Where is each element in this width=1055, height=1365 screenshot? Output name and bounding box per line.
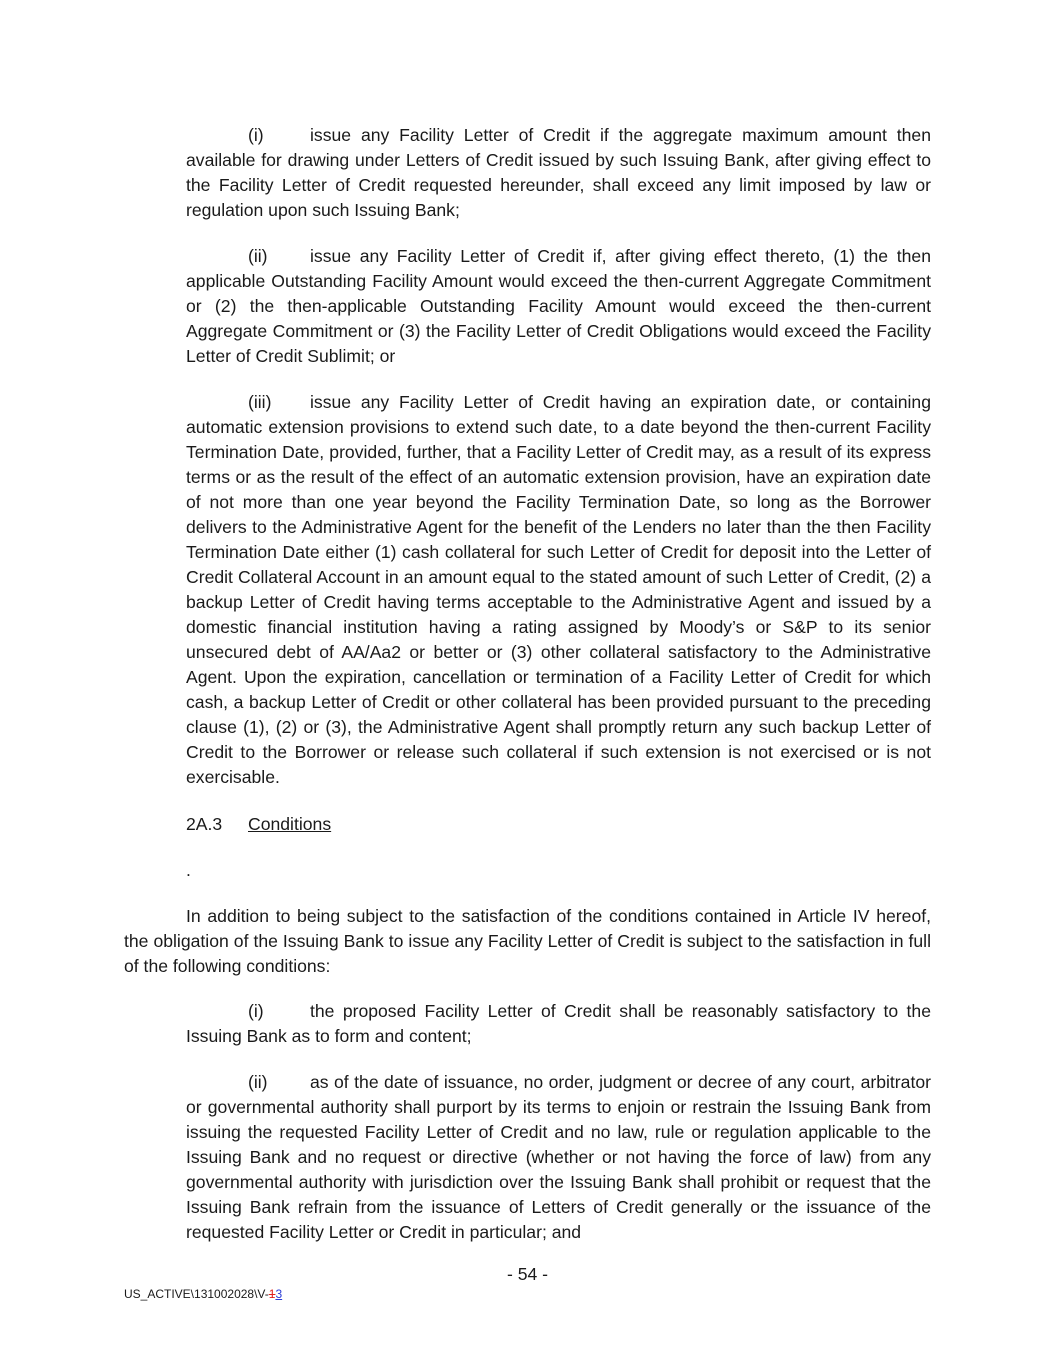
intro-paragraph: In addition to being subject to the satisfaction of the conditions contained in Article IV hereof, the obligation of the Issuing Bank to issue any Facility Letter of Credit is subject to the satisfaction in full of the following conditions: — [124, 906, 931, 976]
stray-period: . — [186, 860, 191, 880]
clause-a-i — [186, 123, 931, 223]
clause-marker: (iii) — [248, 392, 272, 412]
page-number: - 54 - — [506, 1264, 549, 1284]
section-title: Conditions — [248, 814, 332, 834]
clause-b-i — [186, 999, 931, 1049]
clause-text: issue any Facility Letter of Credit if, after giving effect thereto, (1) the then applicable Outstanding Facility Amount would exceed the then-current Aggregate Commitment or (2) the then-applicable Outstanding Facility Amount would exceed the then-current Aggregate Commitment or (3) the Facility Letter of Credit Obligations would exceed the Facility Letter of Credit Sublimit; or — [186, 246, 931, 366]
clause-text: as of the date of issuance, no order, judgment or decree of any court, arbitrator or governmental authority shall purport by its terms to enjoin or restrain the Issuing Bank from issuing the requested Facility Letter of Credit and no law, rule or regulation applicable to the Issuing Bank and no request or directive (whether or not having the force of law) from any governmental authority with jurisdiction over the Issuing Bank shall prohibit or request that the Issuing Bank refrain from the issuance of Letters of Credit generally or the issuance of the requested Facility Letter or Credit in particular; and — [186, 1072, 931, 1242]
document-id-deleted-revision: 1 — [268, 1287, 276, 1301]
clause-text: issue any Facility Letter of Credit having an expiration date, or containing automatic extension provisions to extend such date, to a date beyond the then-current Facility Termination Date, provided, further, that a Facility Letter of Credit may, as a result of its express terms or as the result of the effect of an automatic extension provision, have an expiration date of not more than one year beyond the Facility Termination Date, so long as the Borrower delivers to the Administrative Agent for the benefit of the Lenders no later than the then Facility Termination Date either (1) cash collateral for such Letter of Credit for deposit into the Letter of Credit Collateral Account in an amount equal to the stated amount of such Letter of Credit, (2) a backup Letter of Credit having terms acceptable to the Administrative Agent and issued by a domestic financial institution having a rating assigned by Moody’s or S&P to its senior unsecured debt of AA/Aa2 or better or (3) other collateral satisfactory to the Administrative Agent. Upon the expiration, cancellation or termination of a Facility Letter of Credit for which cash, a backup Letter of Credit or other collateral has been provided pursuant to the preceding clause (1), (2) or (3), the Administrative Agent shall promptly return any such backup Letter of Credit to the Borrower or release such collateral if such extension is not exercised or is not exercisable. — [186, 392, 931, 787]
clause-b-ii — [186, 1070, 931, 1245]
section-heading — [186, 812, 331, 837]
clause-marker: (i) — [248, 125, 264, 145]
clause-a-iii — [186, 390, 931, 790]
document-id — [124, 1286, 282, 1302]
document-id-prefix: US_ACTIVE\131002028\V- — [124, 1287, 269, 1301]
clause-a-ii — [186, 244, 931, 369]
document-id-inserted-revision: 3 — [275, 1287, 283, 1301]
clause-text: the proposed Facility Letter of Credit shall be reasonably satisfactory to the Issuing Bank as to form and content; — [186, 1001, 931, 1046]
clause-text: issue any Facility Letter of Credit if the aggregate maximum amount then available for drawing under Letters of Credit issued by such Issuing Bank, after giving effect to the Facility Letter of Credit requested hereunder, shall exceed any limit imposed by law or regulation upon such Issuing Bank; — [186, 125, 931, 220]
section-number: 2A.3 — [186, 814, 223, 834]
clause-marker: (ii) — [248, 246, 268, 266]
clause-marker: (ii) — [248, 1072, 268, 1092]
clause-marker: (i) — [248, 1001, 264, 1021]
